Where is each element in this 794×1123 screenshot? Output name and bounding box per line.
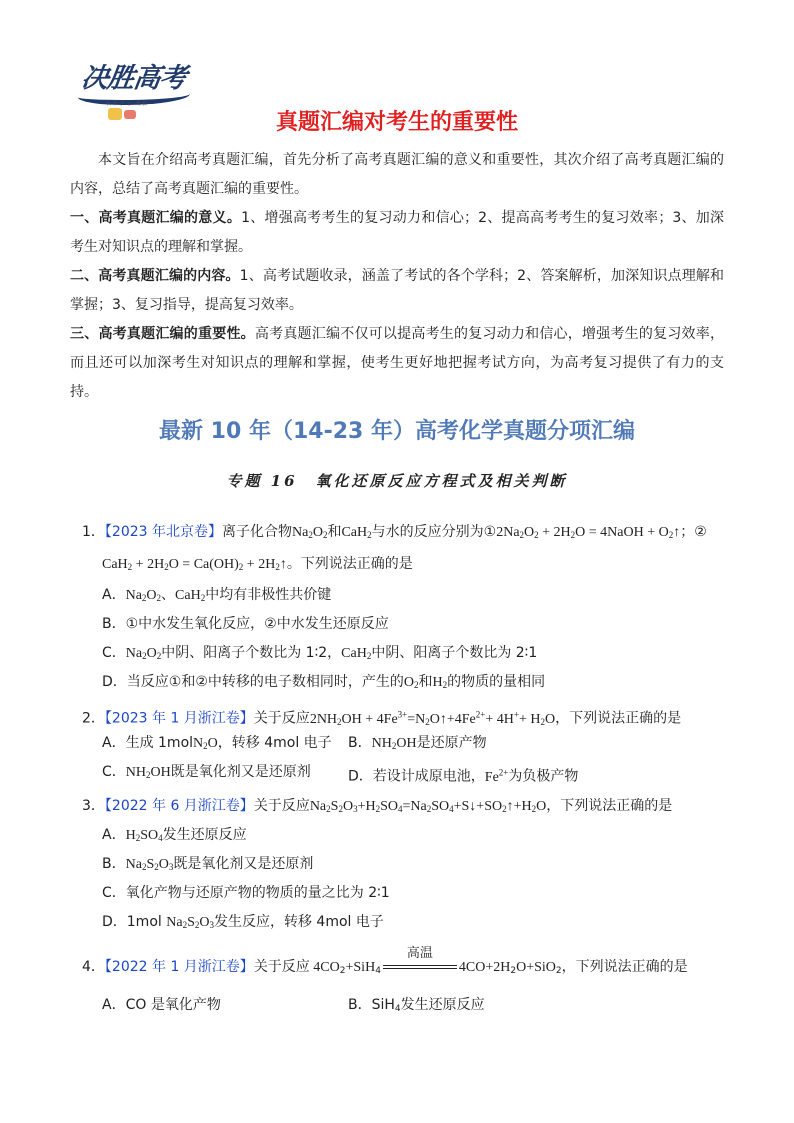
option-label: A． (102, 587, 126, 603)
formula: $Na_2S_2O_3$ (125, 857, 174, 872)
topic-heading: 专题 16 氧化还原反应方程式及相关判断 (226, 472, 568, 490)
formula: 关于反应 4CO (253, 960, 340, 975)
option-text: D．若设计成原电池， (348, 768, 485, 785)
option-text: 既是氧化剂又是还原剂 (173, 856, 314, 872)
condition-label: 高温 (406, 946, 433, 961)
option-text: 的物质的量相同 (447, 674, 546, 690)
question-source: 【2023 年 1 月浙江卷】 (104, 710, 254, 727)
formula: 4CO+2H (458, 960, 511, 975)
option-text: B．SiH (348, 997, 395, 1013)
formula: CaH$_2$ (341, 525, 372, 540)
page-title: 真题汇编对考生的重要性 (275, 110, 518, 135)
question-text: ，下列说法正确的是 (555, 710, 682, 727)
question-text: 关于反应 (253, 798, 310, 814)
question-number: 2． (82, 710, 105, 727)
formula: $NH_2OH$ (125, 765, 171, 780)
option-label: A． (102, 827, 126, 843)
question-text: ；② (680, 524, 707, 540)
option-text: D．当反应①和②中转移的电子数相同时，产生的 (102, 674, 404, 690)
section-importance (70, 320, 724, 407)
option-text: 中阴、阳离子个数比为 1∶2， (161, 645, 342, 661)
question-text: 。下列说法正确的是 (286, 556, 413, 572)
question-number: 1． (82, 524, 105, 540)
section-meaning (70, 204, 724, 262)
option-text: B．①中水发生氧化反应，②中水发生还原反应 (102, 616, 389, 632)
option-text: 是还原产物 (416, 735, 487, 751)
formula: O+SiO (516, 960, 556, 975)
formula: $2NH_2OH$ + $4Fe^{3+}=N_2O↑+4Fe^{2+}+ 4H^++ H_2O$ (309, 709, 556, 727)
q1-option-b[interactable] (102, 613, 389, 635)
question-text: 关于反应 (253, 710, 310, 727)
option-text: 既是氧化剂又是还原剂 (170, 764, 311, 780)
option-text: 中阴、阳离子个数比为 2∶1 (371, 645, 538, 661)
q3-option-d[interactable] (102, 911, 384, 936)
q2-option-d[interactable] (348, 761, 578, 789)
formula: $Na_2S_2O_3$ (166, 915, 214, 930)
option-label: B． (348, 735, 372, 751)
formula: $NH_2OH$ (371, 736, 417, 751)
section-head: 三、高考真题汇编的重要性。 (70, 326, 255, 342)
collection-heading: 最新 10 年（14-23 年）高考化学真题分项汇编 (159, 419, 635, 444)
question-text: 与水的反应分别为① (371, 524, 497, 540)
logo-text: 决胜高考 (79, 63, 188, 94)
option-text: 中均有非极性共价键 (205, 587, 332, 603)
intro-paragraph: 本文旨在介绍高考真题汇编，首先分析了高考真题汇编的意义和重要性，其次介绍了高考真题汇编的内容，总结了高考真题汇编的重要性。 (70, 152, 724, 197)
q2-option-b[interactable] (348, 732, 487, 757)
option-text: 发生还原反应 (400, 997, 485, 1013)
question-3 (82, 792, 732, 824)
formula: $2Na_2O_2 + 2H_2O$ = 4NaOH + $O_2↑$ (496, 525, 681, 540)
q1-option-a[interactable] (102, 584, 331, 609)
section-content (70, 262, 724, 320)
option-text: 发生反应，转移 4mol 电子 (213, 914, 384, 930)
formula: +SiH (345, 960, 376, 975)
option-text: A．CO 是氧化产物 (102, 997, 221, 1013)
question-source: 【2022 年 1 月浙江卷】 (104, 959, 254, 975)
formula: $Na_2O_2$ (125, 646, 162, 661)
q1-option-d[interactable] (102, 671, 545, 696)
q3-option-b[interactable] (102, 853, 313, 878)
q4-option-a[interactable] (102, 994, 221, 1016)
formula: $Fe^{2+}$ (484, 767, 509, 785)
logo-tagline: 快 乐 学 习 · 成 长 (106, 101, 148, 107)
question-text: ，下列说法正确的是 (546, 798, 673, 814)
q4-option-b[interactable]: B．SiH$_4$发生还原反应 (348, 997, 485, 1014)
option-text: A．生成 1mol (102, 735, 194, 751)
question-4: 4．【2022 年 1 月浙江卷】关于反应 $4CO_2+SiH_4$ 高温 $4CO+2H_2O+SiO_2$，下列说法正确的是 (82, 953, 732, 986)
formula: $Na_2O_2$、CaH$_2$ (125, 588, 206, 603)
section-body: 1、高考试题收录，涵盖了考试的各个学科；2、答案解析，加深知识点理解和掌握；3、复习指导，提高复习效率。 (70, 268, 725, 313)
formula: $CaH_2 + 2H_2O = Ca(OH)_2$ + $2H_2↑$ (102, 557, 287, 572)
option-text: ，转移 4mol 电子 (217, 735, 332, 751)
question-text: 和 (327, 524, 342, 540)
formula: CaH$_2$ (341, 646, 372, 661)
section-head: 一、高考真题汇编的意义。 (70, 210, 242, 226)
question-source: 【2022 年 6 月浙江卷】 (104, 798, 254, 814)
question-text: ，下列说法正确的是 (561, 959, 688, 975)
q3-option-c[interactable] (102, 882, 390, 904)
reaction-condition (381, 946, 459, 982)
formula: $H_2$ (432, 675, 448, 690)
option-text: D．1mol (102, 914, 167, 930)
question-number: 4． (82, 959, 105, 975)
formula: $H_2SO_4$ (125, 828, 163, 843)
option-text: 和 (418, 674, 433, 690)
section-head: 二、高考真题汇编的内容。 (70, 268, 240, 284)
formula: $Na_2S_2O_3+H_2SO_4=Na_2SO_4+S↓+SO_2↑+H_2O$ (309, 799, 547, 814)
question-number: 3． (82, 798, 105, 814)
formula: $N_2O$ (193, 736, 218, 751)
section-body: 1、增强高考考生的复习动力和信心；2、提高高考考生的复习效率；3、加深考生对知识点的理解和掌握。 (70, 210, 724, 255)
q2-option-a[interactable] (102, 732, 332, 757)
option-text: 发生还原反应 (162, 827, 247, 843)
question-source: 【2023 年北京卷】 (104, 524, 223, 540)
formula: $O_2$ (403, 675, 419, 690)
option-text: 为负极产物 (508, 768, 579, 785)
option-label: C． (102, 764, 126, 780)
q2-option-c[interactable] (102, 761, 311, 786)
question-text: 离子化合物 (222, 524, 293, 540)
formula: $Na_2O_2$ (292, 525, 328, 540)
option-label: B． (102, 856, 126, 872)
q1-option-c[interactable] (102, 642, 537, 667)
option-label: C． (102, 645, 126, 661)
question-1 (82, 518, 732, 582)
section-body: 高考真题汇编不仅可以提高考生的复习动力和信心，增强考生的复习效率，而且还可以加深考生对知识点的理解和掌握，使考生更好地把握考试方向，为高考复习提供了有力的支持。 (70, 326, 724, 400)
option-text: C．氧化产物与还原产物的物质的量之比为 2∶1 (102, 885, 390, 901)
q3-option-a[interactable] (102, 824, 247, 849)
